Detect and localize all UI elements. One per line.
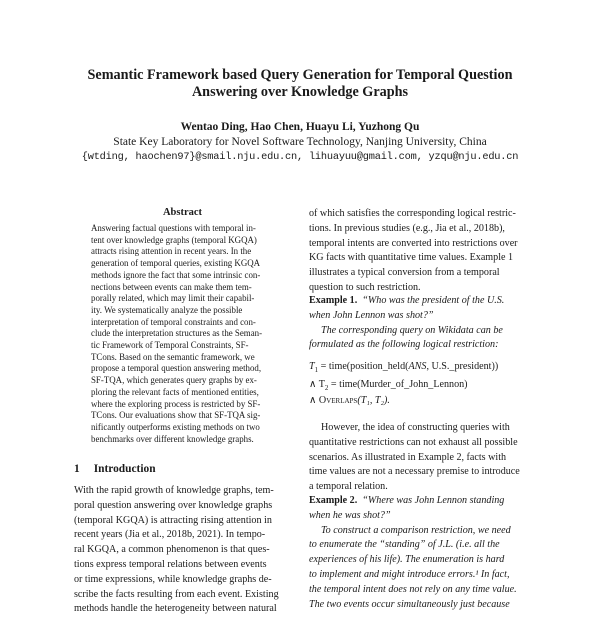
example-1-question-cont: when John Lennon was shot?” bbox=[309, 309, 434, 321]
formula-and: ∧ bbox=[309, 395, 319, 406]
example-1-label: Example 1. bbox=[309, 295, 358, 306]
abstract-line: tic Framework of Temporal Constraints, SF- bbox=[91, 340, 249, 351]
right-line: However, the idea of constructing queries with bbox=[321, 422, 510, 433]
abstract-line: nificantly outperforms existing methods on two bbox=[91, 421, 260, 432]
formula-text: , U.S._president)) bbox=[426, 361, 499, 372]
right-para-1 bbox=[309, 207, 531, 296]
introduction-body bbox=[74, 484, 296, 617]
example-2-line: the temporal intent does not rely on any time value. bbox=[309, 583, 517, 595]
section-heading-introduction bbox=[74, 463, 156, 475]
right-line: illustrates a typical conversion from a temporal bbox=[309, 267, 500, 279]
right-line: of which satisfies the corresponding logical restric- bbox=[309, 208, 516, 219]
right-line: scenarios. As illustrated in Example 2, facts with bbox=[309, 451, 507, 463]
abstract-line: propose a temporal question answering method, bbox=[91, 363, 262, 374]
authors: Wentao Ding, Hao Chen, Huayu Li, Yuzhong Qu bbox=[180, 121, 420, 133]
intro-line: ral KGQA, a common phenomenon is that ques- bbox=[74, 544, 270, 556]
formula-operator: Overlaps bbox=[318, 395, 358, 406]
right-line: tions. In previous studies (e.g., Jia et al., 2018b), bbox=[309, 222, 505, 234]
right-line: question to such restriction. bbox=[309, 281, 421, 293]
example-2-line: experiences of his life). The enumeration is hard bbox=[309, 554, 505, 566]
abstract-line: porally related, which may limit their capabil- bbox=[91, 293, 255, 304]
intro-line: scribe the facts resulting from each event. Existing bbox=[74, 588, 279, 600]
right-line: temporal intents are converted into restrictions over bbox=[309, 237, 518, 249]
formula-and: ∧ T bbox=[309, 379, 325, 390]
example-2-question: “Where was John Lennon standing bbox=[362, 495, 505, 506]
right-para-2 bbox=[309, 421, 531, 495]
abstract-line: generation of temporal queries, existing KGQA bbox=[91, 258, 261, 269]
formula-text: = time(Murder_of_John_Lennon) bbox=[328, 379, 468, 390]
abstract-line: tent over knowledge graphs (temporal KGQA) bbox=[91, 234, 257, 245]
example-2 bbox=[309, 494, 531, 612]
right-line: KG facts with quantitative time values. Example 1 bbox=[309, 252, 514, 264]
example-1 bbox=[309, 294, 531, 353]
example-1-caption-cont: formulated as the following logical restriction: bbox=[309, 339, 499, 351]
right-line: a temporal relation. bbox=[309, 481, 388, 493]
example-2-line: to implement and might introduce errors.¹ In fact, bbox=[309, 568, 510, 580]
formula-text: = time(position_held( bbox=[318, 361, 409, 372]
intro-line: tions express temporal relations between events bbox=[74, 558, 267, 570]
intro-line: With the rapid growth of knowledge graphs, tem- bbox=[74, 485, 274, 496]
formula-var: T bbox=[309, 361, 315, 372]
right-line: quantitative restrictions can not exhaust all possible bbox=[309, 436, 518, 448]
formula-line-3 bbox=[309, 394, 390, 409]
formula-ans: ANS bbox=[408, 361, 427, 372]
abstract-body bbox=[91, 223, 286, 445]
example-2-line: To construct a comparison restriction, we need bbox=[321, 524, 511, 536]
abstract-line: where the exploring process is restricted by SF- bbox=[91, 398, 261, 409]
paper-title-line-2: Answering over Knowledge Graphs bbox=[191, 84, 409, 100]
section-number: 1 bbox=[74, 463, 80, 475]
example-2-label: Example 2. bbox=[309, 495, 358, 506]
right-line: time values are not a necessary premise to introduce bbox=[309, 466, 520, 478]
affiliation: State Key Laboratory for Novel Software Technology, Nanjing University, China bbox=[113, 136, 487, 148]
formula-sub: 2 bbox=[324, 384, 329, 393]
section-title: Introduction bbox=[93, 463, 156, 475]
abstract-line: benchmarks over different knowledge graphs. bbox=[91, 433, 254, 444]
emails: {wtding, haochen97}@smail.nju.edu.cn, lihuayuu@gmail.com, yzqu@nju.edu.cn bbox=[81, 151, 519, 163]
abstract-heading: Abstract bbox=[162, 207, 203, 218]
abstract-line: clude the interpretation structures as the Seman- bbox=[91, 328, 263, 339]
abstract-line: methods ignore the fact that some intrinsic con- bbox=[91, 269, 261, 280]
abstract-line: attracts rising attention in recent years. In the bbox=[91, 246, 252, 257]
intro-line: recent years (Jia et al., 2018b, 2021). In tempo- bbox=[74, 529, 266, 541]
intro-line: or time expressions, while knowledge graphs de- bbox=[74, 573, 272, 585]
example-2-question-cont: when he was shot?” bbox=[309, 509, 391, 521]
example-1-question: “Who was the president of the U.S. bbox=[362, 295, 505, 306]
abstract-line: interpretation of temporal constraints and con- bbox=[91, 316, 256, 327]
intro-line: methods handle the heterogeneity between natural bbox=[74, 603, 277, 615]
abstract-line: ity. We systematically analyze the possible bbox=[91, 304, 243, 315]
example-1-caption: The corresponding query on Wikidata can be bbox=[321, 324, 503, 336]
intro-line: poral question answering over knowledge graphs bbox=[74, 499, 273, 511]
abstract-line: SF-TQA, which generates query graphs by ex- bbox=[91, 375, 257, 386]
formula-sub: 1 bbox=[314, 366, 319, 375]
example-2-line: The two events occur simultaneously just because bbox=[309, 598, 510, 610]
formula-line-1 bbox=[309, 360, 498, 378]
abstract-line: Answering factual questions with temporal in- bbox=[91, 223, 256, 233]
example-2-line: to enumerate the “standing” of J.L. (i.e. all the bbox=[309, 539, 500, 551]
formula-args: (T₁, T₂). bbox=[357, 395, 390, 406]
abstract-line: nections between events can make them tem- bbox=[91, 281, 252, 292]
abstract-line: TCons. Based on the semantic framework, we bbox=[91, 351, 255, 362]
intro-line: (temporal KGQA) is attracting rising attention in bbox=[74, 514, 272, 526]
paper-title-line-1: Semantic Framework based Query Generation for Temporal Question bbox=[87, 67, 513, 83]
abstract-line: TCons. Our evaluations show that SF-TQA sig- bbox=[91, 410, 261, 421]
abstract-line: ploring the relevant facts of mentioned entities, bbox=[91, 386, 259, 397]
